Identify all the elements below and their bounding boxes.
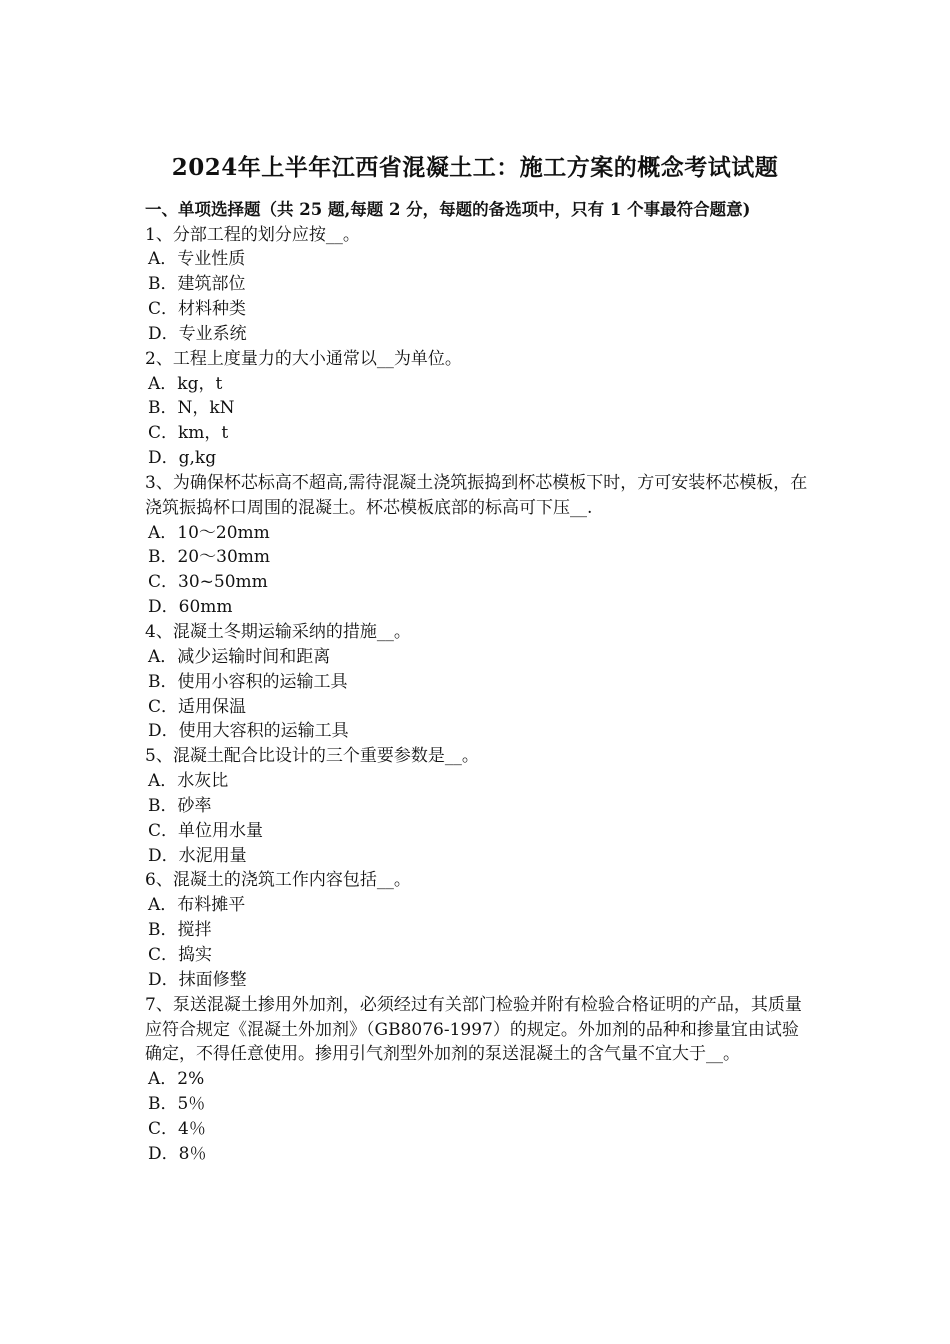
option-list bbox=[145, 372, 813, 471]
option-a: A．布料摊平 bbox=[148, 895, 246, 916]
option-b: B．建筑部位 bbox=[148, 274, 246, 295]
question-stem: 6、混凝土的浇筑工作内容包括__。 bbox=[145, 870, 411, 891]
option-c: C．捣实 bbox=[148, 944, 213, 965]
question-stem: 1、分部工程的划分应按__。 bbox=[145, 224, 360, 245]
question-stem: 2、工程上度量力的大小通常以__为单位。 bbox=[145, 348, 462, 369]
option-d: D．专业系统 bbox=[148, 323, 247, 344]
option-list bbox=[145, 521, 813, 620]
option-list bbox=[145, 893, 813, 992]
option-d: D．60mm bbox=[148, 597, 233, 618]
option-d: D．使用大容积的运输工具 bbox=[148, 721, 349, 742]
question-stem: 4、混凝土冬期运输采纳的措施__。 bbox=[145, 622, 411, 642]
question-stem: 5、混凝土配合比设计的三个重要参数是__。 bbox=[145, 746, 479, 767]
question-3 bbox=[145, 471, 813, 620]
option-a: A．减少运输时间和距离 bbox=[148, 646, 331, 667]
option-c: C．30~50mm bbox=[148, 572, 268, 593]
option-a: A．2% bbox=[148, 1069, 205, 1090]
option-d: D．抹面修整 bbox=[148, 969, 247, 990]
question-6 bbox=[145, 868, 813, 992]
option-a: A．kg，t bbox=[148, 373, 223, 394]
option-a: A．专业性质 bbox=[148, 249, 246, 270]
option-a: A．10～20mm bbox=[148, 522, 270, 543]
option-list bbox=[145, 645, 813, 744]
question-stem: 3、为确保杯芯标高不超高,需待混凝土浇筑振捣到杯芯模板下时，方可安装杯芯模板，在浇筑振捣杯口周围的混凝土。杯芯模板底部的标高可下压__. bbox=[145, 472, 808, 518]
option-b: B．5％ bbox=[148, 1094, 206, 1115]
question-2 bbox=[145, 347, 813, 471]
question-4 bbox=[145, 620, 813, 744]
option-d: D．水泥用量 bbox=[148, 845, 247, 866]
option-b: B．砂率 bbox=[148, 795, 212, 816]
option-b: B．使用小容积的运输工具 bbox=[148, 671, 348, 692]
document-body bbox=[145, 198, 813, 1167]
question-5 bbox=[145, 744, 813, 868]
option-c: C．单位用水量 bbox=[148, 820, 264, 841]
option-c: C．km，t bbox=[148, 423, 229, 444]
option-a: A．水灰比 bbox=[148, 771, 229, 792]
section-header: 一、单项选择题（共 25 题,每题 2 分，每题的备选项中，只有 1 个事最符合题意) bbox=[145, 200, 751, 219]
option-list bbox=[145, 769, 813, 868]
option-b: B．20～30mm bbox=[148, 547, 270, 568]
option-b: B．搅拌 bbox=[148, 920, 212, 941]
question-7 bbox=[145, 993, 813, 1167]
option-list bbox=[145, 247, 813, 346]
option-c: C．4％ bbox=[148, 1118, 206, 1139]
option-d: D．8％ bbox=[148, 1143, 207, 1164]
question-stem: 7、泵送混凝土掺用外加剂，必须经过有关部门检验并附有检验合格证明的产品，其质量应符合规定《混凝土外加剂》（GB8076-1997）的规定。外加剂的品种和掺量宜由试验确定，不得任意使用。掺用引气剂型外加剂的泵送混凝土的含气量不宜大于__。 bbox=[145, 994, 802, 1065]
question-1 bbox=[145, 223, 813, 347]
option-c: C．材料种类 bbox=[148, 299, 247, 320]
option-list bbox=[145, 1067, 813, 1166]
document-title: 2024年上半年江西省混凝土工：施工方案的概念考试试题 bbox=[171, 154, 779, 181]
option-b: B．N，kN bbox=[148, 398, 235, 419]
option-d: D．g,kg bbox=[148, 448, 217, 469]
option-c: C．适用保温 bbox=[148, 696, 247, 717]
